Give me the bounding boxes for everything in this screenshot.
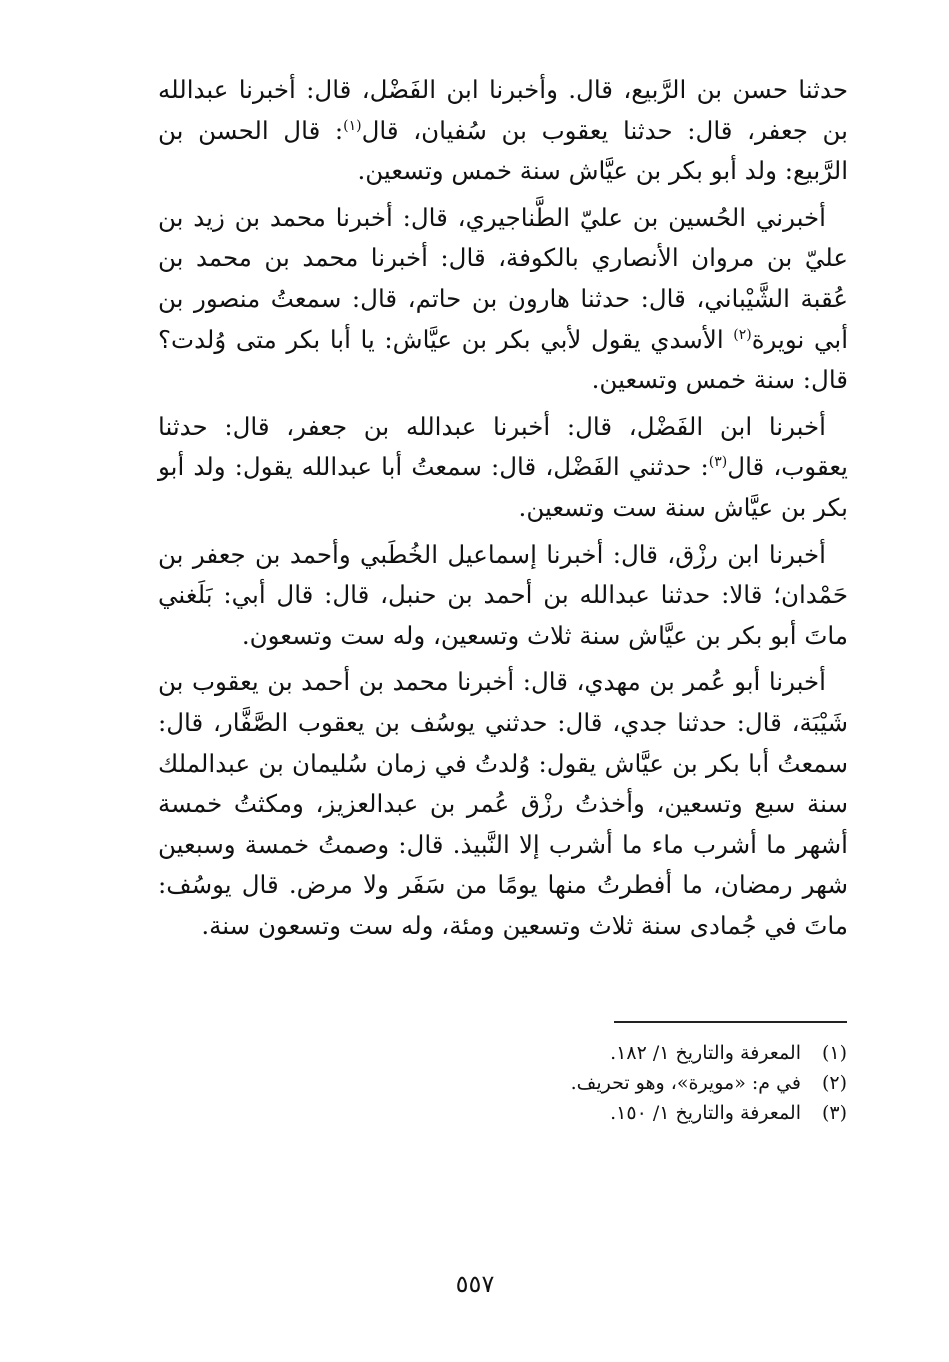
footnotes (400, 1038, 847, 1128)
paragraph-text-cont: : حدثني الفَضْل، قال: سمعتُ أبا عبدالله يقول: ولد أبو بكر بن عيَّاش سنة ست وتسعين. (158, 452, 848, 522)
footnote-2 (400, 1068, 847, 1098)
footnote-1 (400, 1038, 847, 1068)
paragraph-text: حدثنا حسن بن الرَّبيع، قال. وأخبرنا ابن الفَضْل، قال: أخبرنا عبدالله بن جعفر، قال: حدثنا يعقوب بن سُفيان، قال (158, 75, 848, 145)
footnote-ref-1: (١) (343, 117, 362, 134)
paragraph-text-cont: الأسدي يقول لأبي بكر بن عيَّاش: يا أبا بكر متى وُلدت؟ قال: سنة خمس وتسعين. (158, 324, 848, 395)
footnote-ref-3: (٣) (708, 454, 728, 471)
footnote-number: (٣) (821, 1102, 847, 1124)
footnote-text: المعرفة والتاريخ ١/ ١٨٢. (610, 1042, 801, 1064)
footnote-3 (400, 1098, 847, 1128)
paragraph-2 (158, 198, 848, 401)
footnote-divider (614, 1021, 847, 1023)
paragraph-text: أخبرنا ابن الفَضْل، قال: أخبرنا عبدالله بن جعفر، قال: حدثنا يعقوب، قال (158, 411, 849, 482)
paragraph-text: أخبرنا أبو عُمر بن مهدي، قال: أخبرنا محمد بن أحمد بن يعقوب بن شَيْبَة، قال: حدثنا جدي، قال: حدثني يوسُف بن يعقوب الصَّفَّار، قال: سمعتُ أبا بكر بن عيَّاش يقول: وُلدتُ في زمان سُليمان بن عبدالملك سنة سبع وتسعين، وأخذتُ رزْق عُمر بن عبدالعزيز، ومكثتُ خمسة أشهر ما أشرب ماء ما أشرب إلا النَّبيذ. قال: وصمتُ خمسة وسبعين شهر رمضان، ما أفطرتُ منها يومًا من سَفَر ولا مرض. قال يوسُف: ماتَ في جُمادى سنة ثلاث وتسعين ومئة، وله ست وتسعون سنة. (158, 667, 848, 940)
footnote-number: (١) (821, 1042, 847, 1064)
paragraph-5 (158, 662, 848, 946)
paragraph-3 (158, 407, 848, 529)
paragraph-text: أخبرني الحُسين بن عليّ الطَّناجيري، قال: أخبرنا محمد بن زيد بن عليّ بن مروان الأنصاري بالكوفة، قال: أخبرنا محمد بن محمد بن عُقبة الشَّيْباني، قال: حدثنا هارون بن حاتم، قال: سمعتُ منصور بن أبي نويرة (158, 202, 848, 354)
footnote-text: المعرفة والتاريخ ١/ ١٥٠. (610, 1102, 801, 1124)
main-text (158, 70, 848, 952)
paragraph-1 (158, 70, 848, 192)
page-number: ٥٥٧ (455, 1270, 495, 1298)
footnote-ref-2: (٢) (733, 326, 752, 343)
paragraph-text-cont: : قال الحسن بن الرَّبيع: ولد أبو بكر بن عيَّاش سنة خمس وتسعين. (158, 115, 848, 186)
footnote-number: (٢) (821, 1072, 847, 1094)
paragraph-4 (158, 535, 848, 657)
paragraph-text: أخبرنا ابن رزْق، قال: أخبرنا إسماعيل الخُطَبي وأحمد بن جعفر بن حَمْدان؛ قالا: حدثنا عبدالله بن أحمد بن حنبل، قال: قال أبي: بَلَغني ماتَ أبو بكر بن عيَّاش سنة ثلاث وتسعين، وله ست وتسعون. (158, 539, 848, 650)
footnote-text: في م: «مويرة»، وهو تحريف. (570, 1072, 801, 1094)
